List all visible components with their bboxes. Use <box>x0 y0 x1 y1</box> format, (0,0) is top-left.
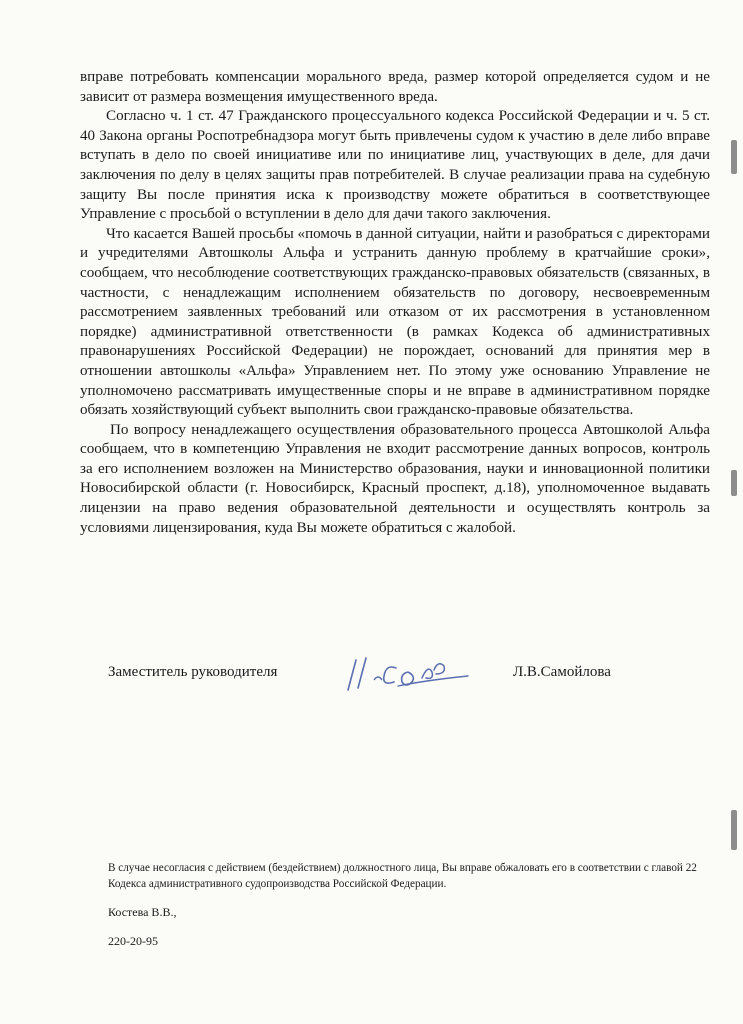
paragraph-request-response: Что касается Вашей просьбы «помочь в данной ситуации, найти и разобраться с директорами и учредителями Автошколы Альфа и устранить данную проблему в кратчайшие сроки», сообщаем, что несоблюдение соответствующих гражданско-правовых обязательств (связанных, в частности, с ненадлежащим исполнением обязательств по договору, несвоевременным рассмотрением заявленных требований или отказом от их рассмотрения в установленном порядке) административной ответственности (в рамках Кодекса об административных правонарушениях Российской Федерации) не порождает, оснований для принятия мер в отношении автошколы «Альфа» Управлением нет. По этому уже основанию Управление не уполномочено рассматривать имущественные споры и не вправе в административном порядке обязать хозяйствующий субъект выполнить свои гражданско-правовые обязательства. <box>80 225 710 419</box>
signer-position: Заместитель руководителя <box>108 664 278 680</box>
handwritten-signature <box>338 650 488 698</box>
executor-name: Костева В.В., <box>108 905 177 919</box>
scan-edge-mark <box>731 470 737 496</box>
scan-edge-mark <box>731 810 737 850</box>
appeal-footnote: В случае несогласия с действием (бездействием) должностного лица, Вы вправе обжаловать его в соответствии с главой 22 Кодекса административного судопроизводства Российской Федерации. <box>108 862 697 890</box>
letter-body <box>80 68 710 538</box>
signature-block <box>108 650 688 690</box>
scan-edge-mark <box>731 140 737 174</box>
paragraph-court-participation: Согласно ч. 1 ст. 47 Гражданского процессуального кодекса Российской Федерации и ч. 5 ст. 40 Закона органы Роспотребнадзора могут быть привлечены судом к участию в деле либо вправе вступать в дело по своей инициативе или по инициативе лиц, участвующих в деле, для дачи заключения по делу в целях защиты прав потребителей. В случае реализации права на судебную защиту Вы после принятия иска к производству можете обратиться в соответствующее Управление с просьбой о вступлении в дело для дачи такого заключения. <box>80 108 710 223</box>
paragraph-education-authority: По вопросу ненадлежащего осуществления образовательного процесса Автошколой Альфа сообщаем, что в компетенцию Управления не входит рассмотрение данных вопросов, контроль за его исполнением возложен на Министерство образования, науки и инновационной политики Новосибирской области (г. Новосибирск, Красный проспект, д.18), уполномоченное выдавать лицензии на право ведения образовательной деятельности и осуществлять контроль за условиями лицензирования, куда Вы можете обратиться с жалобой. <box>80 421 710 536</box>
signer-name: Л.В.Самойлова <box>513 664 611 680</box>
paragraph-continuation: вправе потребовать компенсации морального вреда, размер которой определяется судом и не зависит от размера возмещения имущественного вреда. <box>80 69 710 105</box>
executor-phone: 220-20-95 <box>108 934 158 948</box>
